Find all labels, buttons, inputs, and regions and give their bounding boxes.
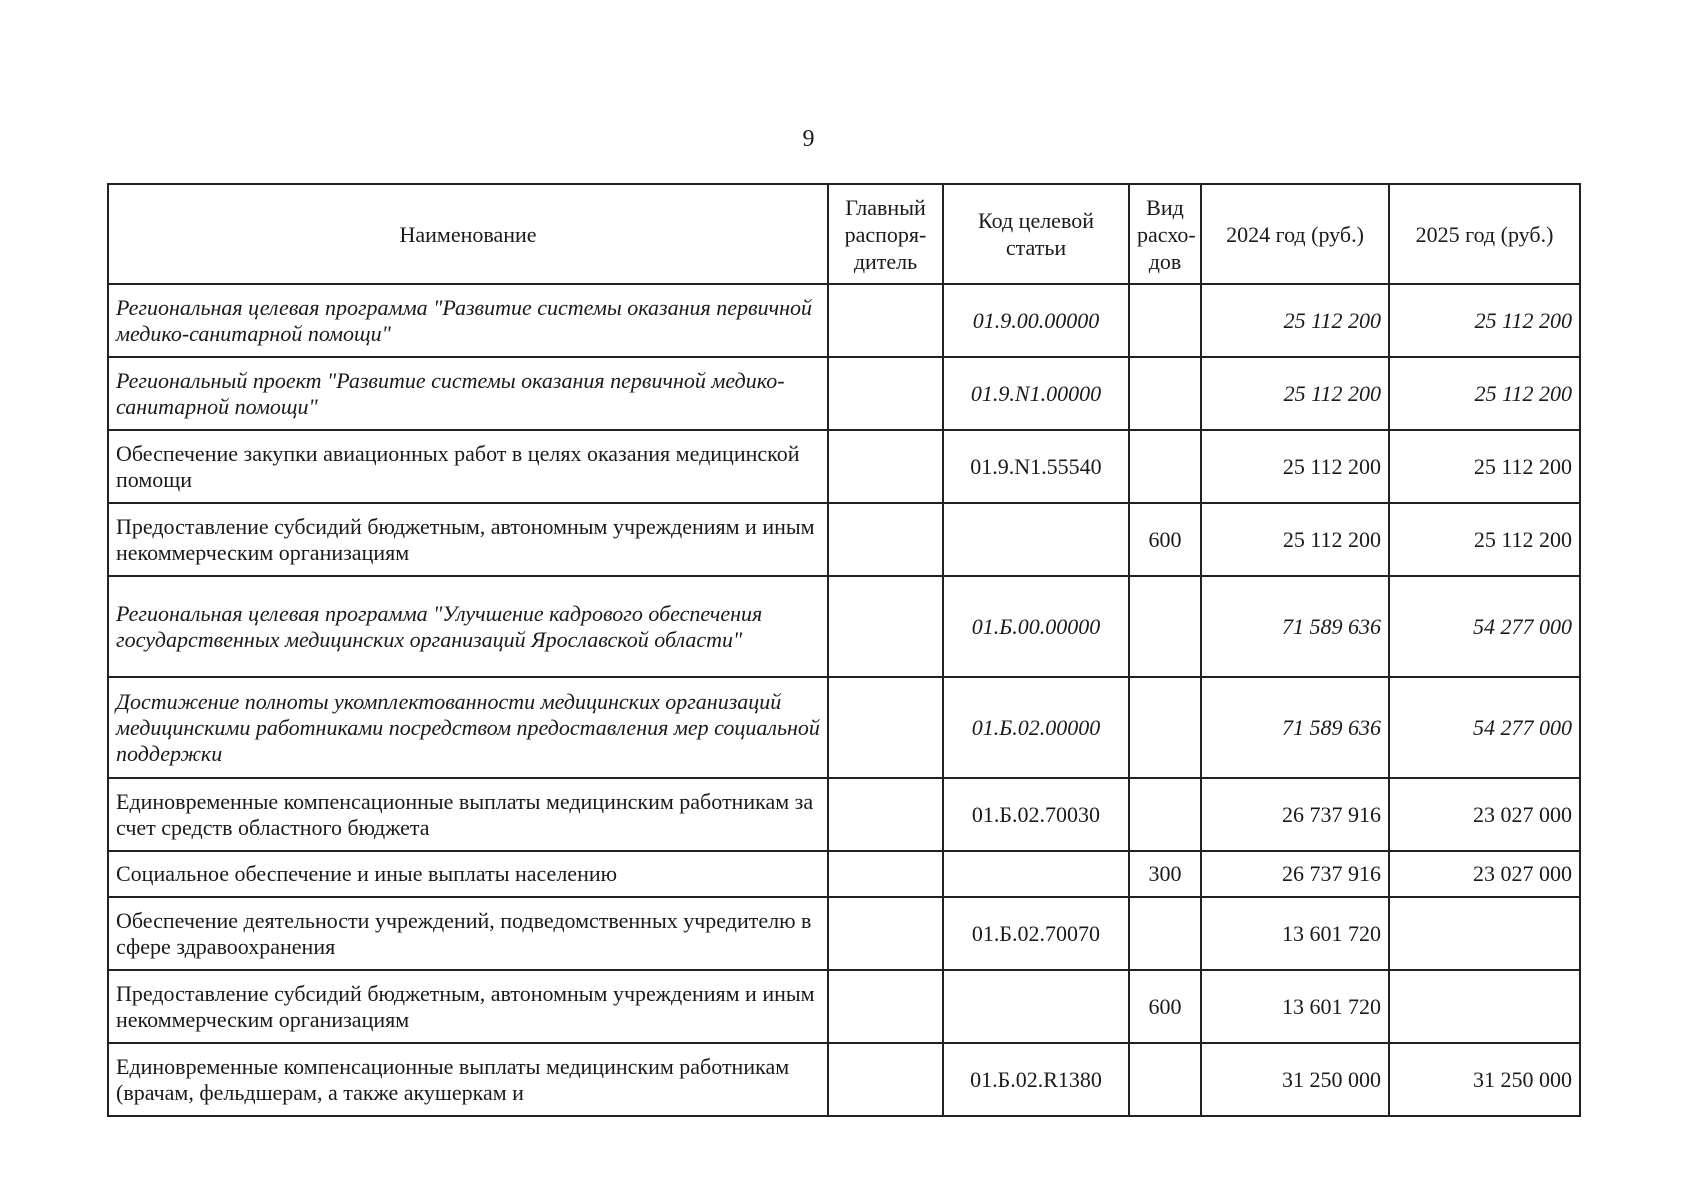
row-2025: 25 112 200 <box>1389 503 1580 576</box>
table-row <box>108 851 1580 897</box>
row-manager <box>828 677 943 778</box>
row-manager <box>828 576 943 677</box>
row-code: 01.Б.00.00000 <box>943 576 1129 677</box>
row-kind <box>1129 357 1201 430</box>
row-2025: 23 027 000 <box>1389 851 1580 897</box>
table-row <box>108 576 1580 677</box>
row-2025: 31 250 000 <box>1389 1043 1580 1116</box>
row-name: Предоставление субсидий бюджетным, автономным учреждениям и иным некоммерческим организациям <box>108 970 828 1043</box>
row-manager <box>828 897 943 970</box>
row-code <box>943 970 1129 1043</box>
row-kind: 600 <box>1129 970 1201 1043</box>
table-row <box>108 970 1580 1043</box>
row-kind: 600 <box>1129 503 1201 576</box>
row-manager <box>828 357 943 430</box>
table-header-row <box>108 184 1580 284</box>
table-row <box>108 284 1580 357</box>
row-2025: 23 027 000 <box>1389 778 1580 851</box>
row-2025: 25 112 200 <box>1389 357 1580 430</box>
row-code: 01.Б.02.70070 <box>943 897 1129 970</box>
row-code <box>943 503 1129 576</box>
row-kind: 300 <box>1129 851 1201 897</box>
table-row <box>108 503 1580 576</box>
row-name: Единовременные компенсационные выплаты медицинским работникам (врачам, фельдшерам, а также акушеркам и <box>108 1043 828 1116</box>
row-kind <box>1129 778 1201 851</box>
row-manager <box>828 503 943 576</box>
row-kind <box>1129 677 1201 778</box>
row-code: 01.9.N1.00000 <box>943 357 1129 430</box>
row-name: Предоставление субсидий бюджетным, автономным учреждениям и иным некоммерческим организациям <box>108 503 828 576</box>
header-kind: Вид расхо-дов <box>1129 184 1201 284</box>
row-name: Обеспечение закупки авиационных работ в целях оказания медицинской помощи <box>108 430 828 503</box>
row-2024: 31 250 000 <box>1201 1043 1389 1116</box>
row-name: Единовременные компенсационные выплаты медицинским работникам за счет средств областного бюджета <box>108 778 828 851</box>
row-manager <box>828 1043 943 1116</box>
table-row <box>108 778 1580 851</box>
table-row <box>108 430 1580 503</box>
page-number <box>0 124 1697 154</box>
row-2024: 26 737 916 <box>1201 851 1389 897</box>
row-2024: 25 112 200 <box>1201 357 1389 430</box>
row-kind <box>1129 430 1201 503</box>
row-2024: 25 112 200 <box>1201 284 1389 357</box>
row-code: 01.9.00.00000 <box>943 284 1129 357</box>
row-2024: 71 589 636 <box>1201 677 1389 778</box>
row-2025 <box>1389 897 1580 970</box>
header-2025: 2025 год (руб.) <box>1389 184 1580 284</box>
row-manager <box>828 430 943 503</box>
row-2025: 54 277 000 <box>1389 576 1580 677</box>
row-2024: 13 601 720 <box>1201 970 1389 1043</box>
row-name: Региональная целевая программа "Развитие системы оказания первичной медико-санитарной помощи" <box>108 284 828 357</box>
row-2024: 71 589 636 <box>1201 576 1389 677</box>
table-row <box>108 357 1580 430</box>
header-name: Наименование <box>108 184 828 284</box>
table-row <box>108 1043 1580 1116</box>
row-name: Региональный проект "Развитие системы оказания первичной медико-санитарной помощи" <box>108 357 828 430</box>
row-manager <box>828 851 943 897</box>
row-name: Обеспечение деятельности учреждений, подведомственных учредителю в сфере здравоохранения <box>108 897 828 970</box>
row-code <box>943 851 1129 897</box>
budget-table <box>107 183 1581 1117</box>
row-kind <box>1129 576 1201 677</box>
row-kind <box>1129 897 1201 970</box>
header-code: Код целевой статьи <box>943 184 1129 284</box>
row-code: 01.Б.02.R1380 <box>943 1043 1129 1116</box>
table-row <box>108 677 1580 778</box>
row-2025: 54 277 000 <box>1389 677 1580 778</box>
row-code: 01.Б.02.70030 <box>943 778 1129 851</box>
row-2024: 25 112 200 <box>1201 503 1389 576</box>
row-2024: 26 737 916 <box>1201 778 1389 851</box>
row-manager <box>828 970 943 1043</box>
row-name: Достижение полноты укомплектованности медицинских организаций медицинскими работниками посредством предоставления мер социальной поддержки <box>108 677 828 778</box>
row-code: 01.Б.02.00000 <box>943 677 1129 778</box>
row-2024: 13 601 720 <box>1201 897 1389 970</box>
row-2025 <box>1389 970 1580 1043</box>
row-kind <box>1129 1043 1201 1116</box>
row-kind <box>1129 284 1201 357</box>
page-number-text: 9 <box>802 126 815 152</box>
row-manager <box>828 778 943 851</box>
table-row <box>108 897 1580 970</box>
header-2024: 2024 год (руб.) <box>1201 184 1389 284</box>
header-manager: Главный распоря-дитель <box>828 184 943 284</box>
row-code: 01.9.N1.55540 <box>943 430 1129 503</box>
row-2025: 25 112 200 <box>1389 284 1580 357</box>
row-name: Региональная целевая программа "Улучшение кадрового обеспечения государственных медицинских организаций Ярославской области" <box>108 576 828 677</box>
row-manager <box>828 284 943 357</box>
row-2024: 25 112 200 <box>1201 430 1389 503</box>
row-2025: 25 112 200 <box>1389 430 1580 503</box>
row-name: Социальное обеспечение и иные выплаты населению <box>108 851 828 897</box>
